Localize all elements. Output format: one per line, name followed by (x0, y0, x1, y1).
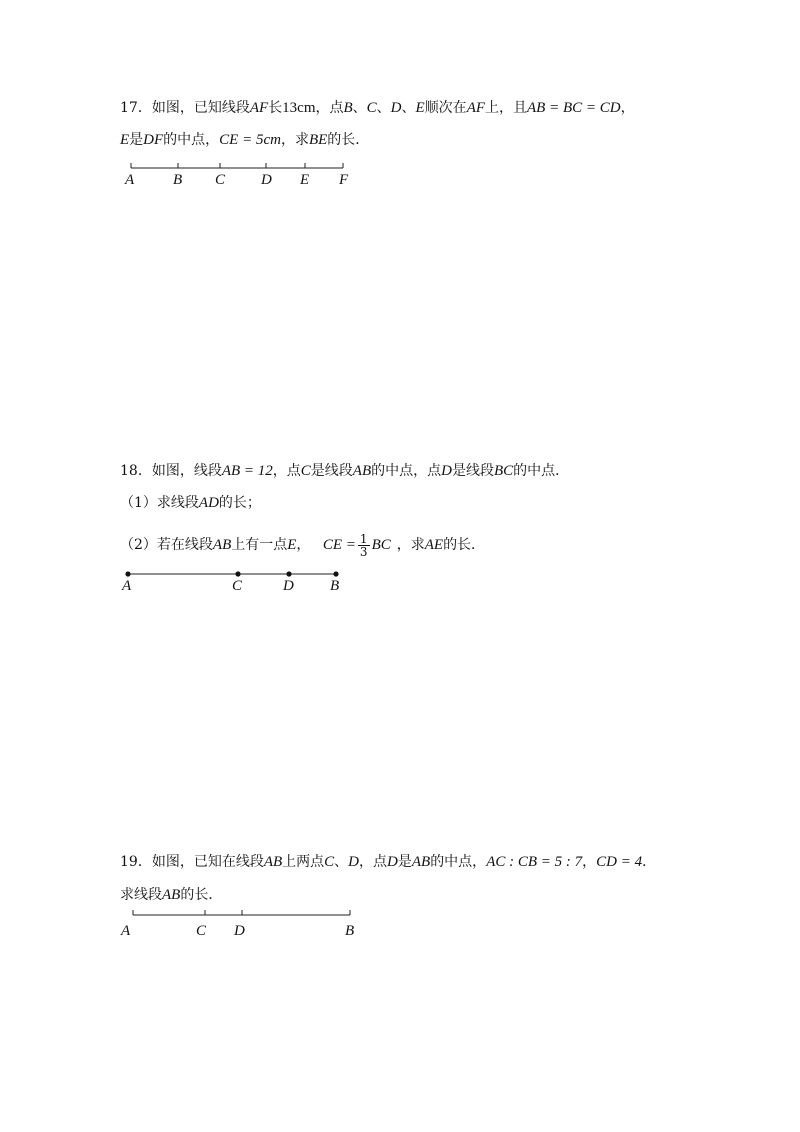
q19-math: AB (263, 854, 283, 870)
q17-line1 (120, 98, 635, 118)
q18-text: （1）求线段 (120, 495, 199, 511)
q18-math: AB (212, 537, 232, 553)
q19-text: 如图，已知在线段 (151, 854, 264, 870)
q19-text: ． (642, 854, 657, 870)
point-c (235, 571, 240, 576)
q18-line1 (120, 461, 569, 481)
label-a: A (121, 923, 131, 939)
q17-math: B (343, 100, 353, 116)
q17-text: 的长． (327, 132, 370, 148)
q17-math: C (366, 100, 377, 116)
q18-line3 (120, 530, 485, 560)
fraction-denominator: 3 (359, 544, 368, 559)
label-c: C (196, 923, 207, 939)
label-a: A (125, 172, 135, 188)
q18-text: 如图，线段 (151, 463, 222, 479)
q17-math: AB = BC = CD (527, 100, 621, 116)
q19-figure (0, 908, 800, 948)
q18-math: AB = 12 (221, 463, 273, 479)
fraction-numerator: 1 (359, 531, 368, 546)
q17-math: 13cm (282, 100, 316, 116)
q19-math: AB (411, 854, 431, 870)
q19-line2 (120, 885, 222, 905)
q17-text: 、 (401, 100, 416, 116)
q18-text: 的中点，点 (371, 463, 442, 479)
label-d: D (283, 578, 294, 594)
label-c: C (232, 578, 243, 594)
q18-math: AD (198, 495, 219, 511)
label-b: B (330, 578, 340, 594)
q17-line2 (120, 130, 369, 150)
point-a (125, 571, 130, 576)
q17-text: 长 (268, 100, 283, 116)
q17-math: AF (466, 100, 486, 116)
q17-math: AF (249, 100, 269, 116)
q18-figure (0, 565, 800, 605)
label-f: F (339, 172, 349, 188)
q19-number: 19． (120, 854, 152, 870)
q17-text: 如图，已知线段 (151, 100, 250, 116)
q18-text: 是线段 (310, 463, 353, 479)
q18-text: ， (296, 537, 311, 553)
q18-math: CE = (322, 537, 356, 553)
q17-math: DF (143, 132, 164, 148)
q17-figure (0, 155, 800, 195)
fraction-one-third (358, 533, 370, 558)
q18-text: 的长． (443, 537, 486, 553)
q19-line1 (120, 852, 656, 872)
q18-text: 是线段 (451, 463, 494, 479)
q18-text: （2）若在线段 (120, 537, 213, 553)
q19-text: 求线段 (120, 887, 162, 903)
q18-math: E (287, 537, 297, 553)
q17-math: E (120, 132, 130, 148)
q18-text: 的长； (218, 495, 261, 511)
q19-text: 的长． (180, 887, 223, 903)
q17-text: 顺次在 (424, 100, 467, 116)
q17-text: 上，且 (485, 100, 528, 116)
q17-math: D (390, 100, 402, 116)
q19-text: 上两点 (282, 854, 325, 870)
q17-text: ，求 (280, 132, 309, 148)
label-d: D (261, 172, 272, 188)
q19-math: C (324, 854, 335, 870)
q17-text: 、 (352, 100, 367, 116)
q18-number: 18． (120, 463, 152, 479)
label-c: C (215, 172, 226, 188)
q17-text: ，点 (315, 100, 344, 116)
label-d: D (234, 923, 245, 939)
q18-text: ，点 (272, 463, 301, 479)
q18-text: ，求 (396, 537, 425, 553)
q17-text: 、 (376, 100, 391, 116)
q18-math: BC (493, 463, 514, 479)
label-b: B (173, 172, 183, 188)
q19-math: AB (162, 887, 181, 903)
q19-text: 是 (397, 854, 412, 870)
q17-math: BE (308, 132, 328, 148)
q17-math: CE = 5cm (219, 132, 281, 148)
q18-math: AB (352, 463, 372, 479)
q18-text: 上有一点 (231, 537, 288, 553)
q19-math: AC : CB = 5 : 7 (486, 854, 583, 870)
label-a: A (122, 578, 132, 594)
q19-text: 的中点， (430, 854, 487, 870)
q19-math: CD = 4 (596, 854, 643, 870)
q17-number: 17． (120, 100, 152, 116)
q17-text: 的中点， (163, 132, 220, 148)
label-b: B (345, 923, 355, 939)
q19-text: 、 (334, 854, 349, 870)
q17-text: ， (620, 100, 635, 116)
q18-math: D (441, 463, 452, 479)
q18-math: BC (371, 537, 391, 553)
q19-text: ，点 (359, 854, 388, 870)
q17-text: 是 (129, 132, 144, 148)
q18-math: AE (424, 537, 444, 553)
point-b (333, 571, 338, 576)
q18-line2 (120, 493, 261, 513)
q19-math: D (348, 854, 360, 870)
q19-math: D (387, 854, 398, 870)
q19-text: ， (582, 854, 597, 870)
label-e: E (300, 172, 310, 188)
q18-math: C (300, 463, 311, 479)
q17-math: E (415, 100, 425, 116)
q18-text: 的中点． (513, 463, 570, 479)
point-d (286, 571, 291, 576)
